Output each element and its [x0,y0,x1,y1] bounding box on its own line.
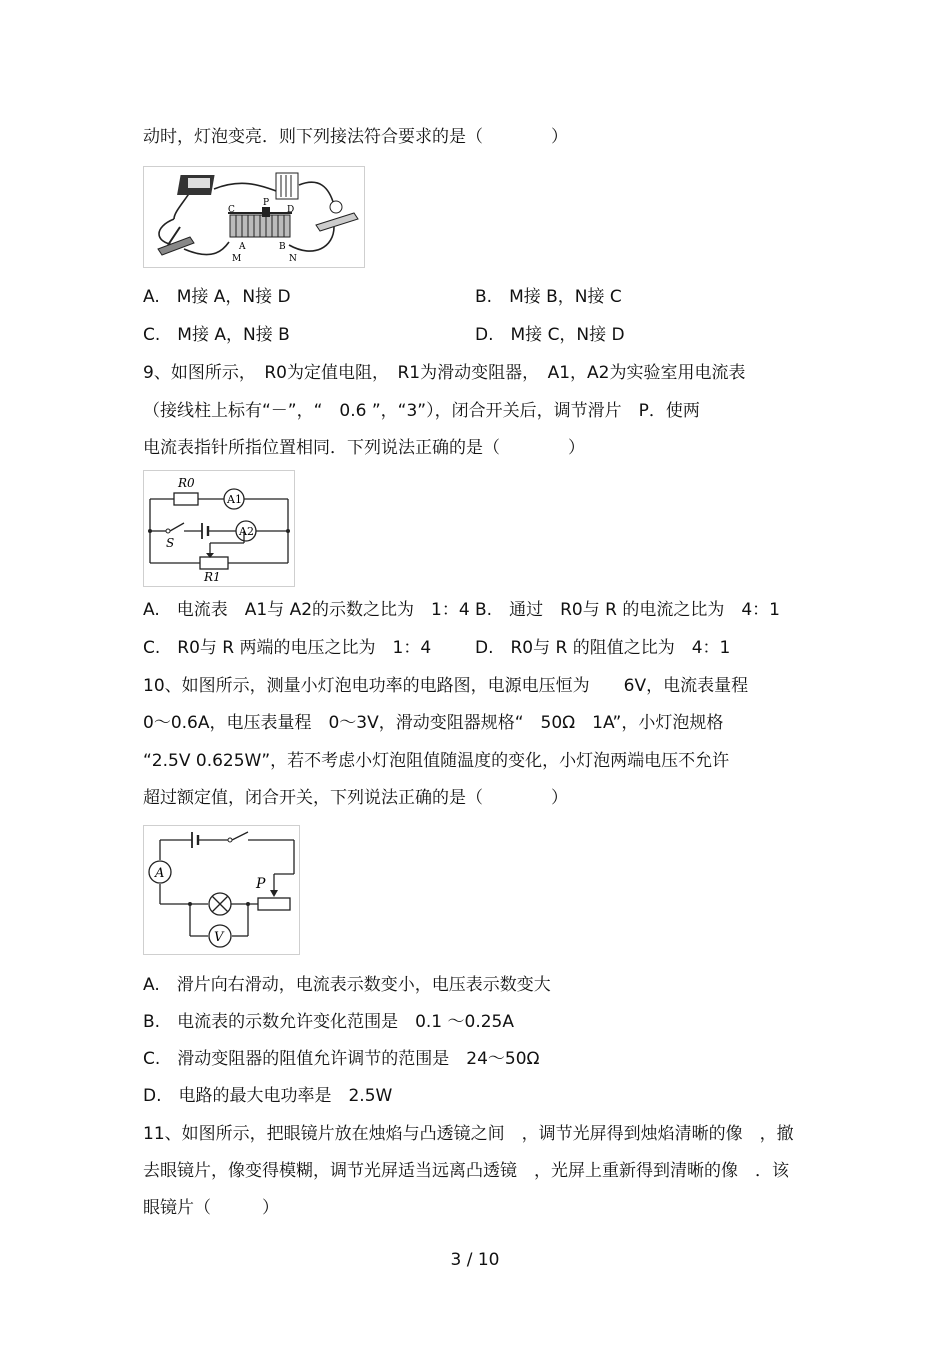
q9-option-d: D. R0与 R 的阻值之比为 4：1 [475,638,731,658]
q10-stem-line3: “2.5V 0.625W”，若不考虑小灯泡阻值随温度的变化，小灯泡两端电压不允许 [143,751,730,771]
q10-label-p: P [256,876,266,892]
q8-label-d: D [287,205,295,215]
q9-option-b: B. 通过 R0与 R 的电流之比为 4：1 [475,600,780,620]
q8-option-d: D. M接 C，N接 D [475,325,625,345]
q11-stem-line3: 眼镜片（ ） [143,1198,279,1218]
q10-label-ammeter: A [155,866,165,881]
q10-stem-line1: 10、如图所示，测量小灯泡电功率的电路图，电源电压恒为 6V，电流表量程 [143,676,749,696]
q8-option-a: A. M接 A，N接 D [143,287,291,307]
q11-stem-line1: 11、如图所示，把眼镜片放在烛焰与凸透镜之间 ，调节光屏得到烛焰清晰的像 ，撤 [143,1124,794,1144]
q9-label-r0: R0 [178,476,195,490]
q9-label-r1: R1 [204,570,221,584]
q9-circuit-figure [143,470,295,587]
q9-label-a2: A2 [239,525,254,538]
q8-option-b: B. M接 B，N接 C [475,287,622,307]
q8-stem-tail: 动时，灯泡变亮．则下列接法符合要求的是（ ） [143,127,568,147]
q9-option-c: C. R0与 R 两端的电压之比为 1：4 [143,638,432,658]
q8-figure [143,166,365,268]
q10-option-b: B. 电流表的示数允许变化范围是 0.1 ～0.25A [143,1012,514,1032]
q8-label-m: M [232,254,242,264]
q11-stem-line2: 去眼镜片，像变得模糊，调节光屏适当远离凸透镜 ，光屏上重新得到清晰的像 ．该 [143,1161,789,1181]
q8-option-c: C. M接 A，N接 B [143,325,290,345]
q10-stem-line4: 超过额定值，闭合开关，下列说法正确的是（ ） [143,788,568,808]
q9-stem-line1: 9、如图所示， R0为定值电阻， R1为滑动变阻器， A1，A2为实验室用电流表 [143,363,746,383]
q8-label-c: C [228,205,235,215]
q10-label-voltmeter: V [214,930,224,945]
q10-circuit-figure [143,825,300,955]
q9-stem-line2: （接线柱上标有“－”，“ 0.6 ”，“3”），闭合开关后，调节滑片 P．使两 [143,401,700,421]
page-number: 3 / 10 [450,1250,500,1270]
q9-option-a: A. 电流表 A1与 A2的示数之比为 1：4 [143,600,470,620]
q8-label-a: A [239,242,246,252]
q10-option-c: C. 滑动变阻器的阻值允许调节的范围是 24～50Ω [143,1049,540,1069]
q10-option-a: A. 滑片向右滑动，电流表示数变小，电压表示数变大 [143,975,551,995]
q10-option-d: D. 电路的最大电功率是 2.5W [143,1086,393,1106]
q9-label-a1: A1 [227,493,242,506]
q9-stem-line3: 电流表指针所指位置相同．下列说法正确的是（ ） [143,438,585,458]
q8-label-b: B [279,242,286,252]
q8-label-n: N [289,254,297,264]
q10-stem-line2: 0～0.6A，电压表量程 0～3V，滑动变阻器规格“ 50Ω 1A”，小灯泡规格 [143,713,724,733]
q8-label-p: P [263,198,270,208]
q9-label-s: S [166,536,175,550]
